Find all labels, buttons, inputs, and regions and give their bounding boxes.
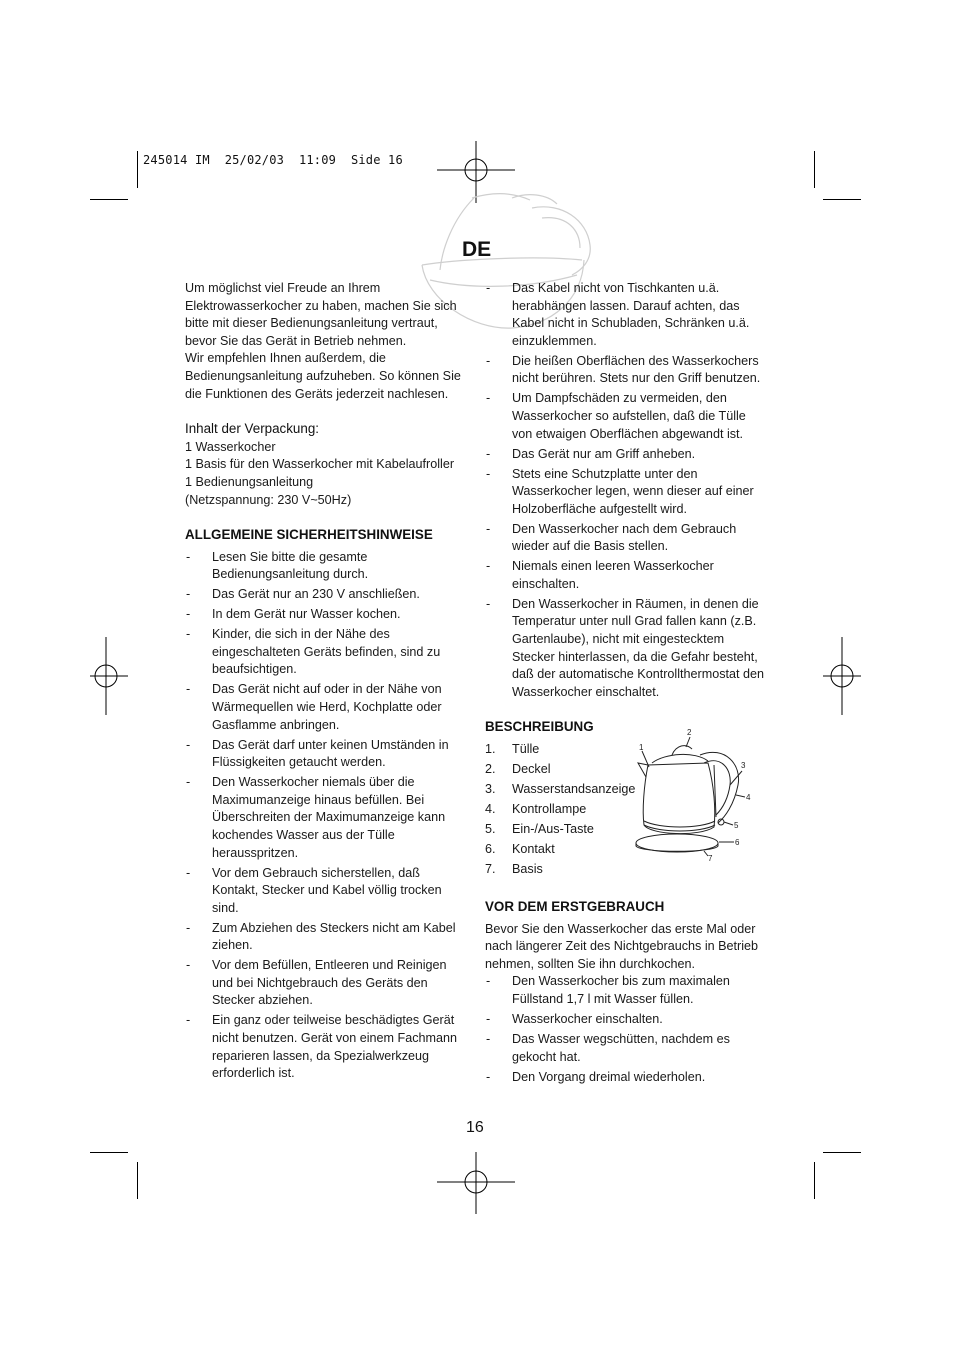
print-date: 25/02/03 — [224, 153, 285, 167]
diagram-callout: 4 — [746, 793, 751, 802]
part-label: Basis — [512, 861, 543, 876]
left-column — [185, 280, 465, 1085]
crop-mark — [137, 151, 138, 188]
package-contents-list — [185, 439, 465, 509]
language-label: DE — [462, 238, 492, 261]
page-number: 16 — [466, 1119, 484, 1136]
package-item: 1 Bedienungsanleitung — [185, 474, 314, 489]
part-label: Tülle — [512, 741, 540, 756]
registration-mark-left — [90, 637, 128, 715]
crop-mark — [823, 199, 861, 200]
first-use-heading: VOR DEM ERSTGEBRAUCH — [485, 898, 665, 914]
first-use-steps — [485, 973, 767, 1086]
safety-item: - Vor dem Gebrauch sicherstellen, daß Kontakt, Stecker und Kabel völlig trocken sind. — [185, 865, 465, 918]
safety-heading: ALLGEMEINE SICHERHEITSHINWEISE — [185, 527, 433, 543]
crop-mark — [90, 199, 128, 200]
diagram-callout: 5 — [734, 821, 739, 830]
safety-item: - Das Gerät nur am Griff anheben. — [485, 446, 767, 464]
package-item: 1 Wasserkocher — [185, 439, 276, 454]
part-number: 1. — [485, 741, 496, 756]
safety-item: - Den Wasserkocher niemals über die Maximumanzeige hinaus befüllen. Bei Überschreiten der Maximumanzeige kann kochendes Wasser aus der Tülle herausspritzen. — [185, 774, 465, 862]
intro-paragraph: Wir empfehlen Ihnen außerdem, die Bedienungsanleitung aufzuheben. So können Sie die Funktionen des Geräts jederzeit nachlesen. — [185, 351, 461, 401]
safety-item: - In dem Gerät nur Wasser kochen. — [185, 606, 465, 624]
crop-mark — [90, 1152, 128, 1153]
safety-item: - Kinder, die sich in der Nähe des eingeschalteten Geräts befinden, sind zu beaufsichtigen. — [185, 626, 465, 679]
first-use-step: - Den Vorgang dreimal wiederholen. — [485, 1069, 767, 1087]
part-number: 3. — [485, 781, 496, 796]
doc-code: 245014 IM — [143, 153, 210, 167]
part-number: 4. — [485, 801, 496, 816]
part-number: 5. — [485, 821, 496, 836]
safety-item: - Zum Abziehen des Steckers nicht am Kabel ziehen. — [185, 920, 465, 955]
description-heading: BESCHREIBUNG — [485, 719, 594, 735]
crop-mark — [137, 1162, 138, 1199]
safety-item: - Vor dem Befüllen, Entleeren und Reinigen und bei Nichtgebrauch des Geräts den Stecker abziehen. — [185, 957, 465, 1010]
intro-paragraph: Um möglichst viel Freude an Ihrem Elektrowasserkocher zu haben, machen Sie sich bitte mit dieser Bedienungsanleitung vertraut, bevor Sie das Gerät in Betrieb nehmen. — [185, 281, 457, 348]
kettle-diagram — [630, 725, 760, 865]
safety-item: - Den Wasserkocher in Räumen, in denen die Temperatur unter null Grad fallen kann (z.B. Gartenlaube), nicht mit eingestecktem Stecker hinterlassen, da die Gefahr besteht, daß der automatische Kontrollthermostat den Wasserkocher einschaltet. — [485, 596, 767, 702]
right-column — [485, 280, 767, 1088]
part-label: Kontakt — [512, 841, 555, 856]
part-label: Kontrollampe — [512, 801, 587, 816]
safety-item: - Um Dampfschäden zu vermeiden, den Wasserkocher so aufstellen, daß die Tülle von etwaigen Oberflächen abgewandt ist. — [485, 390, 767, 443]
diagram-callout: 1 — [639, 743, 644, 752]
crop-mark — [814, 1162, 815, 1199]
first-use-step: - Den Wasserkocher bis zum maximalen Füllstand 1,7 l mit Wasser füllen. — [485, 973, 767, 1008]
package-item: (Netzspannung: 230 V~50Hz) — [185, 492, 352, 507]
print-time: 11:09 — [298, 153, 337, 167]
side-label: Side 16 — [350, 153, 403, 167]
print-slug — [143, 153, 403, 167]
part-number: 7. — [485, 861, 496, 876]
package-item: 1 Basis für den Wasserkocher mit Kabelaufroller — [185, 457, 455, 472]
safety-item: - Das Gerät nicht auf oder in der Nähe von Wärmequellen wie Herd, Kochplatte oder Gasflamme anbringen. — [185, 681, 465, 734]
diagram-callout: 2 — [687, 728, 692, 737]
safety-list — [185, 549, 465, 1083]
safety-item: - Lesen Sie bitte die gesamte Bedienungsanleitung durch. — [185, 549, 465, 584]
part-label: Deckel — [512, 761, 551, 776]
diagram-callout: 3 — [741, 761, 746, 770]
diagram-callout: 6 — [735, 838, 740, 847]
part-number: 6. — [485, 841, 496, 856]
safety-item: - Ein ganz oder teilweise beschädigtes Gerät nicht benutzen. Gerät von einem Fachmann reparieren lassen, da Spezialwerkzeug erforderlich ist. — [185, 1012, 465, 1082]
registration-mark-right — [823, 637, 861, 715]
crop-mark — [814, 151, 815, 188]
first-use-step: - Das Wasser wegschütten, nachdem es gekocht hat. — [485, 1031, 767, 1066]
safety-item: - Den Wasserkocher nach dem Gebrauch wieder auf die Basis stellen. — [485, 521, 767, 556]
part-number: 2. — [485, 761, 496, 776]
package-contents-heading: Inhalt der Verpackung: — [185, 421, 319, 437]
safety-item: - Niemals einen leeren Wasserkocher einschalten. — [485, 558, 767, 593]
safety-item: - Das Gerät nur an 230 V anschließen. — [185, 586, 465, 604]
first-use-intro: Bevor Sie den Wasserkocher das erste Mal oder nach längerer Zeit des Nichtgebrauchs in Betrieb nehmen, sollten Sie ihn durchkochen. — [485, 921, 759, 971]
safety-item: - Die heißen Oberflächen des Wasserkochers nicht berühren. Stets nur den Griff benutzen. — [485, 353, 767, 388]
safety-list-continued — [485, 280, 767, 701]
part-label: Wasserstandsanzeige — [512, 781, 636, 796]
part-label: Ein-/Aus-Taste — [512, 821, 594, 836]
registration-mark-bottom — [437, 1152, 515, 1214]
first-use-step: - Wasserkocher einschalten. — [485, 1011, 767, 1029]
safety-item: - Das Kabel nicht von Tischkanten u.ä. herabhängen lassen. Darauf achten, das Kabel nicht in Schubladen, Schränken u.ä. einzuklemmen. — [485, 280, 767, 350]
safety-item: - Stets eine Schutzplatte unter den Wasserkocher legen, wenn dieser auf einer Holzoberfläche aufgestellt wird. — [485, 466, 767, 519]
crop-mark — [823, 1152, 861, 1153]
safety-item: - Das Gerät darf unter keinen Umständen in Flüssigkeiten getaucht werden. — [185, 737, 465, 772]
diagram-callout: 7 — [708, 854, 713, 863]
